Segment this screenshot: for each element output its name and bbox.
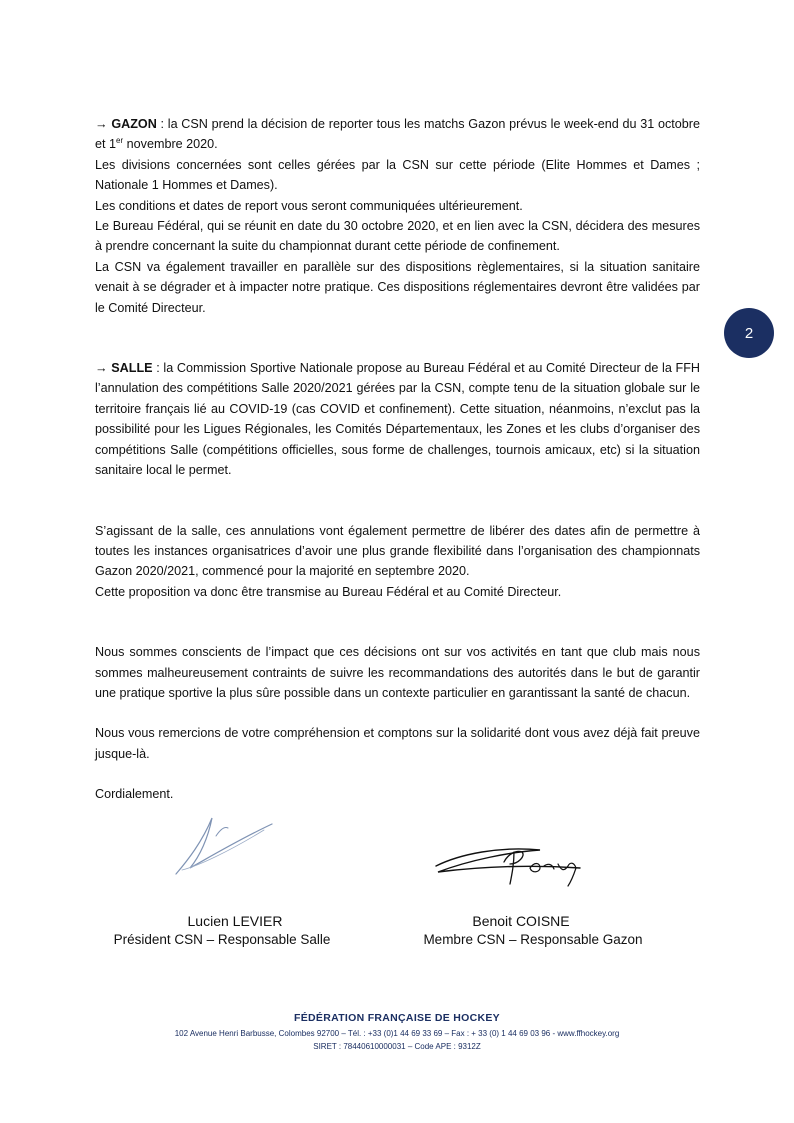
signatory-role-coisne: Membre CSN – Responsable Gazon [423,932,643,947]
proposition-transmission: Cette proposition va donc être transmise au Bureau Fédéral et au Comité Directeur. [95,584,562,599]
footer-siret: SIRET : 78440610000031 – Code APE : 9312Z [313,1042,481,1051]
footer-address: 102 Avenue Henri Barbusse, Colombes 92700 – Tél. : +33 (0)1 44 69 33 69 – Fax : + 33 (0) 1 44 69 03 96 - www.ffhockey.org [174,1029,620,1038]
gazon-bureau-federal: Le Bureau Fédéral, qui se réunit en date du 30 octobre 2020, et en lien avec la CSN, décidera des mesures à prendre concernant la suite du championnat durant cette période de confinement. [95,219,700,254]
gazon-keyword: GAZON [111,117,157,131]
closing: Cordialement. [95,787,174,802]
gazon-intro: : la CSN prend la décision de reporter tous les matchs Gazon prévus le week-end du 31 octobre et 1 [95,117,700,152]
signatory-name-coisne: Benoit COISNE [472,913,570,929]
salle-keyword: SALLE [111,361,153,376]
signatory-name-levier: Lucien LEVIER [187,913,283,929]
gazon-divisions: Les divisions concernées sont celles gérées par la CSN sur cette période (Elite Hommes et Dames ; Nationale 1 Hommes et Dames). [95,157,700,193]
arrow-icon: → [95,361,108,376]
gazon-report-conditions: Les conditions et dates de report vous seront communiquées ultérieurement. [95,198,523,213]
thanks-paragraph: Nous vous remercions de votre compréhension et comptons sur la solidarité dont vous avez déjà fait preuve jusque-là. [95,726,700,761]
gazon-paragraph [95,114,700,155]
ordinal-suffix: er [116,136,124,146]
arrow-icon: → [95,117,108,131]
page-number-badge: 2 [724,308,774,358]
signature-levier [168,808,278,880]
letter-body [95,114,700,805]
gazon-dispositions: La CSN va également travailler en parallèle sur des dispositions règlementaires, si la situation sanitaire venait à se dégrader et à impacter notre pratique. Ces dispositions réglementaires devront être validées par le Comité Directeur. [95,259,700,315]
salle-dates-paragraph: S’agissant de la salle, ces annulations vont également permettre de libérer des dates afin de permettre à toutes les instances organisatrices d’avoir une plus grande flexibilité dans l’organisation des championnats Gazon 2020/2021, commencé pour la majorité en septembre 2020. [95,523,700,579]
salle-text: : la Commission Sportive Nationale propose au Bureau Fédéral et au Comité Directeur de la FFH l’annulation des compétitions Salle 2020/2021 gérées par la CSN, compte tenu de la situation globale sur le territoire français lié au COVID-19 (cas COVID et confinement). Cette situation, néanmoins, n’exclut pas la possibilité pour les Ligues Régionales, les Comités Départementaux, les Zones et les clubs d’organiser des compétitions Salle (compétitions officielles, sous forme de challenges, tournois amicaux, etc) si la situation sanitaire local le permet. [95,361,700,478]
footer-organization: FÉDÉRATION FRANÇAISE DE HOCKEY [294,1012,500,1024]
gazon-intro-end: novembre 2020. [123,137,218,152]
impact-paragraph: Nous sommes conscients de l’impact que ces décisions ont sur vos activités en tant que club mais nous sommes malheureusement contraints de suivre les recommandations des autorités dans le but de garantir une pratique sportive la plus sûre possible dans un contexte particulier en garantissant la santé de chacun. [95,645,700,700]
signature-coisne [430,838,605,890]
signatory-role-levier: Président CSN – Responsable Salle [113,932,331,947]
salle-paragraph [95,358,700,480]
